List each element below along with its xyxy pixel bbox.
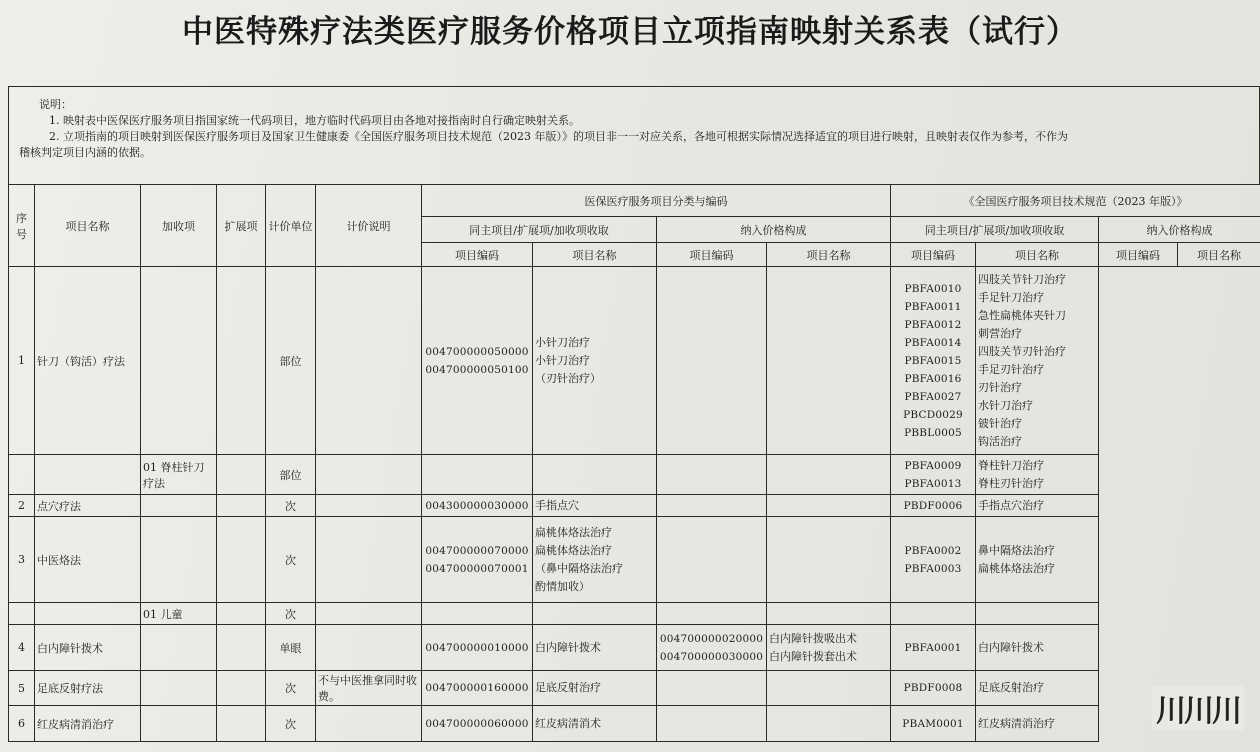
cell-pc-names	[767, 706, 891, 742]
cell-line: PBCD0029	[903, 408, 963, 421]
cell-seq: 5	[9, 671, 35, 706]
cell-name	[35, 603, 141, 625]
cell-unit: 部位	[266, 455, 316, 495]
cell-spec-codes	[891, 495, 976, 517]
cell-spec-codes	[891, 517, 976, 603]
cell-pc-names	[767, 603, 891, 625]
cell-add	[141, 706, 217, 742]
cell-pc-codes	[657, 625, 767, 671]
cell-line: 扁桃体烙法治疗	[535, 543, 612, 557]
cell-desc	[316, 455, 422, 495]
cell-unit: 次	[266, 603, 316, 625]
cell-line: 手指点穴治疗	[978, 498, 1044, 512]
cell-line: 004700000020000	[659, 632, 764, 645]
cell-line: 004700000070000	[425, 544, 529, 557]
table-row	[9, 495, 1260, 517]
cell-spec-names	[976, 603, 1099, 625]
cell-line: 白内障针拨术	[978, 640, 1044, 654]
cell-line: 钩活治疗	[978, 434, 1022, 448]
header-group-insurance: 医保医疗服务项目分类与编码	[422, 185, 891, 217]
cell-line: PBFA0010	[904, 282, 962, 295]
cell-line: 酌情加收）	[535, 579, 590, 593]
cell-line: 鼻中隔烙法治疗	[978, 543, 1055, 557]
cell-add	[141, 671, 217, 706]
note-line: 1. 映射表中医保医疗服务项目指国家统一代码项目，地方临时代码项目由各地对接指南时自行确定映射关系。	[49, 114, 580, 127]
cell-ins-names	[533, 495, 657, 517]
cell-pc-names	[767, 495, 891, 517]
header-ins-price: 纳入价格构成	[657, 217, 891, 243]
cell-desc	[316, 625, 422, 671]
cell-ins-names	[533, 267, 657, 455]
cell-ins-codes	[422, 603, 533, 625]
cell-pc-names	[767, 455, 891, 495]
cell-desc	[316, 517, 422, 603]
cell-line: PBAM0001	[902, 717, 964, 730]
table-row	[9, 517, 1260, 603]
header-code: 项目编码	[1099, 243, 1178, 267]
header-ext: 扩展项	[217, 185, 266, 267]
watermark-text: 川川川	[1156, 694, 1240, 729]
cell-add	[141, 267, 217, 455]
cell-ext	[217, 495, 266, 517]
cell-spec-names	[976, 267, 1099, 455]
cell-unit: 次	[266, 517, 316, 603]
cell-line: 004700000160000	[425, 682, 529, 694]
cell-line: 小针刀治疗	[535, 335, 590, 349]
cell-desc	[316, 267, 422, 455]
cell-line: 红皮病清消治疗	[978, 716, 1055, 730]
cell-line: 水针刀治疗	[978, 398, 1033, 412]
note-heading: 说明：	[39, 98, 72, 111]
cell-ins-names	[533, 455, 657, 495]
cell-line: 手足刃针治疗	[978, 362, 1044, 376]
cell-line: PBFA0014	[904, 336, 962, 349]
cell-spec-codes	[891, 625, 976, 671]
cell-name: 白内障针拨术	[35, 625, 141, 671]
cell-unit: 次	[266, 495, 316, 517]
cell-line: 足底反射治疗	[535, 681, 601, 694]
cell-name: 足底反射疗法	[35, 671, 141, 706]
cell-ins-codes	[422, 455, 533, 495]
cell-line: 004700000050000	[425, 345, 529, 358]
cell-ext	[217, 517, 266, 603]
header-item: 项目名称	[533, 243, 657, 267]
cell-pc-codes	[657, 517, 767, 603]
header-group-spec: 《全国医疗服务项目技术规范（2023 年版）》	[891, 185, 1260, 217]
header-code: 项目编码	[891, 243, 976, 267]
cell-line: PBFA0027	[904, 390, 962, 403]
header-seq: 序号	[9, 185, 35, 267]
cell-line: 扁桃体烙法治疗	[978, 561, 1055, 575]
cell-ext	[217, 603, 266, 625]
header-unit: 计价单位	[266, 185, 316, 267]
cell-seq: 1	[9, 267, 35, 455]
cell-add	[141, 495, 217, 517]
cell-spec-codes	[891, 671, 976, 706]
cell-line: 四肢关节针刀治疗	[978, 272, 1066, 286]
cell-seq	[9, 603, 35, 625]
notes-block	[8, 86, 1260, 184]
cell-desc	[316, 603, 422, 625]
cell-ins-names	[533, 517, 657, 603]
cell-seq: 2	[9, 495, 35, 517]
cell-line: 刺营治疗	[978, 326, 1022, 340]
header-item: 项目名称	[976, 243, 1099, 267]
header-spec-price: 纳入价格构成	[1099, 217, 1260, 243]
note-line: 稽核判定项目内涵的依据。	[19, 146, 151, 159]
cell-seq: 3	[9, 517, 35, 603]
cell-pc-codes	[657, 671, 767, 706]
cell-unit: 次	[266, 671, 316, 706]
cell-spec-names	[976, 671, 1099, 706]
cell-spec-codes	[891, 455, 976, 495]
cell-pc-names	[767, 625, 891, 671]
cell-pc-codes	[657, 495, 767, 517]
cell-line: 脊柱针刀治疗	[978, 458, 1044, 472]
cell-seq: 6	[9, 706, 35, 742]
cell-line: 手足针刀治疗	[978, 290, 1044, 304]
note-line: 2. 立项指南的项目映射到医保医疗服务项目及国家卫生健康委《全国医疗服务项目技术规范（2023 年版）》的项目非一一对应关系，各地可根据实际情况选择适宜的项目进行映射，且映射表仅作为参考，不作为	[49, 130, 1068, 143]
cell-unit: 次	[266, 706, 316, 742]
cell-line: 004700000030000	[659, 650, 764, 663]
mapping-table	[8, 184, 1260, 742]
cell-line: PBDF0008	[903, 682, 963, 694]
cell-line: 手指点穴	[535, 498, 579, 512]
cell-ins-codes	[422, 495, 533, 517]
table-row	[9, 603, 1260, 625]
cell-line: PBFA0016	[904, 372, 962, 385]
cell-pc-names	[767, 517, 891, 603]
header-ins-main: 同主项目/扩展项/加收项收取	[422, 217, 657, 243]
cell-line: 红皮病清消术	[535, 716, 601, 730]
table-row	[9, 455, 1260, 495]
watermark-logo	[1152, 686, 1244, 730]
cell-ext	[217, 671, 266, 706]
cell-ext	[217, 625, 266, 671]
cell-spec-names	[976, 625, 1099, 671]
cell-ins-names	[533, 706, 657, 742]
cell-pc-codes	[657, 455, 767, 495]
cell-line: 004300000030000	[425, 499, 529, 512]
cell-line: 004700000060000	[425, 717, 529, 730]
cell-spec-codes	[891, 706, 976, 742]
header-code: 项目编码	[657, 243, 767, 267]
cell-add: 01 脊柱针刀疗法	[141, 455, 217, 495]
header-code: 项目编码	[422, 243, 533, 267]
cell-line: 白内障针拨套出术	[769, 649, 857, 663]
table-row	[9, 267, 1260, 455]
cell-line: 刃针治疗	[978, 380, 1022, 394]
cell-line: （鼻中隔烙法治疗	[535, 561, 623, 575]
cell-pc-codes	[657, 267, 767, 455]
header-item: 项目名称	[767, 243, 891, 267]
cell-ext	[217, 706, 266, 742]
cell-ins-codes	[422, 671, 533, 706]
cell-ins-codes	[422, 517, 533, 603]
header-item: 项目名称	[1178, 243, 1260, 267]
cell-line: PBFA0009	[904, 459, 962, 472]
cell-ext	[217, 455, 266, 495]
cell-name: 中医烙法	[35, 517, 141, 603]
cell-ins-names	[533, 671, 657, 706]
cell-line: 铍针治疗	[978, 416, 1022, 430]
cell-desc	[316, 706, 422, 742]
cell-line: 004700000070001	[425, 562, 529, 575]
cell-line: 004700000010000	[425, 641, 529, 654]
cell-pc-codes	[657, 706, 767, 742]
cell-ext	[217, 267, 266, 455]
cell-line: 小针刀治疗	[535, 353, 590, 367]
cell-ins-codes	[422, 706, 533, 742]
cell-line: （刃针治疗）	[535, 371, 601, 385]
cell-line: PBFA0012	[904, 318, 962, 331]
cell-seq	[9, 455, 35, 495]
cell-line: PBFA0002	[904, 544, 962, 557]
cell-name: 红皮病清消治疗	[35, 706, 141, 742]
header-spec-main: 同主项目/扩展项/加收项收取	[891, 217, 1099, 243]
cell-spec-names	[976, 495, 1099, 517]
cell-line: 脊柱刃针治疗	[978, 476, 1044, 490]
cell-name	[35, 455, 141, 495]
cell-ins-names	[533, 603, 657, 625]
table-row	[9, 625, 1260, 671]
cell-desc	[316, 495, 422, 517]
cell-line: PBFA0013	[904, 477, 962, 490]
cell-line: PBBL0005	[904, 426, 962, 439]
cell-pc-codes	[657, 603, 767, 625]
cell-line: PBDF0006	[903, 499, 963, 512]
header-name: 项目名称	[35, 185, 141, 267]
cell-name: 针刀（钩活）疗法	[35, 267, 141, 455]
cell-ins-names	[533, 625, 657, 671]
cell-line: 004700000050100	[425, 363, 529, 376]
cell-line: 四肢关节刃针治疗	[978, 344, 1066, 358]
page-title: 中医特殊疗法类医疗服务价格项目立项指南映射关系表（试行）	[182, 14, 1078, 50]
cell-line: PBFA0011	[904, 300, 962, 313]
cell-spec-names	[976, 517, 1099, 603]
cell-line: PBFA0001	[904, 641, 962, 654]
header-add: 加收项	[141, 185, 217, 267]
cell-pc-names	[767, 267, 891, 455]
table-body	[9, 267, 1260, 742]
cell-add: 01 儿童	[141, 603, 217, 625]
cell-desc: 不与中医推拿同时收费。	[316, 671, 422, 706]
cell-pc-names	[767, 671, 891, 706]
cell-line: PBFA0003	[904, 562, 962, 575]
cell-name: 点穴疗法	[35, 495, 141, 517]
cell-line: PBFA0015	[904, 354, 962, 367]
cell-spec-codes	[891, 603, 976, 625]
header-desc: 计价说明	[316, 185, 422, 267]
cell-spec-names	[976, 706, 1099, 742]
cell-add	[141, 517, 217, 603]
cell-unit: 部位	[266, 267, 316, 455]
cell-ins-codes	[422, 625, 533, 671]
cell-unit: 单眼	[266, 625, 316, 671]
cell-spec-codes	[891, 267, 976, 455]
cell-line: 扁桃体烙法治疗	[535, 525, 612, 539]
cell-spec-names	[976, 455, 1099, 495]
cell-seq: 4	[9, 625, 35, 671]
cell-line: 白内障针拨吸出术	[769, 631, 857, 645]
cell-add	[141, 625, 217, 671]
cell-line: 足底反射治疗	[978, 681, 1044, 694]
table-row	[9, 671, 1260, 706]
cell-line: 白内障针拨术	[535, 640, 601, 654]
cell-ins-codes	[422, 267, 533, 455]
table-row	[9, 706, 1260, 742]
cell-line: 急性扁桃体夹针刀	[978, 308, 1066, 322]
